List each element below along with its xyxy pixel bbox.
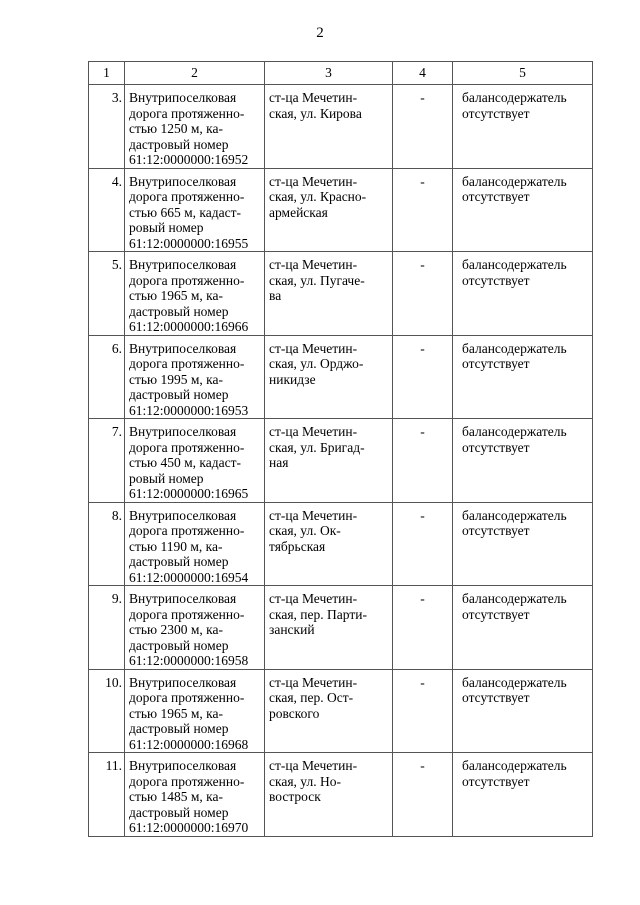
balance-holder: балансодержатель отсутствует bbox=[462, 507, 567, 538]
row-number: 8. bbox=[111, 507, 122, 523]
road-description: Внутрипоселковая дорога протяженно- стью 1190 м, ка- дастровый номер 61:12:0000000:16954 bbox=[129, 507, 249, 585]
road-description: Внутрипоселковая дорога протяженно- стью 1250 м, ка- дастровый номер 61:12:0000000:16952 bbox=[129, 90, 249, 167]
table-row bbox=[89, 586, 593, 670]
column-4-value: - bbox=[420, 173, 425, 189]
row-number: 5. bbox=[111, 257, 122, 272]
row-number: 11. bbox=[105, 758, 122, 773]
column-4-value: - bbox=[420, 507, 425, 523]
column-4-value: - bbox=[420, 424, 425, 439]
table-row bbox=[89, 669, 593, 753]
row-number: 9. bbox=[111, 591, 122, 606]
table-row bbox=[89, 753, 593, 837]
table-row bbox=[89, 252, 593, 336]
road-description: Внутрипоселковая дорога протяженно- стью 1965 м, ка- дастровый номер 61:12:0000000:16968 bbox=[129, 674, 249, 752]
row-number: 7. bbox=[111, 424, 122, 439]
road-location: ст-ца Мечетин- ская, ул. Кирова bbox=[269, 90, 362, 121]
page-number: 2 bbox=[316, 25, 324, 41]
balance-holder: балансодержатель отсутствует bbox=[462, 424, 567, 455]
balance-holder: балансодержатель отсутствует bbox=[462, 90, 567, 121]
table-row bbox=[89, 419, 593, 503]
road-description: Внутрипоселковая дорога протяженно- стью 2300 м, ка- дастровый номер 61:12:0000000:16958 bbox=[129, 591, 249, 668]
column-4-value: - bbox=[420, 674, 425, 690]
column-header-4: 4 bbox=[393, 62, 453, 85]
balance-holder: балансодержатель отсутствует bbox=[462, 674, 567, 705]
column-4-value: - bbox=[420, 90, 425, 105]
header-row bbox=[89, 62, 593, 85]
balance-holder: балансодержатель отсутствует bbox=[462, 758, 567, 789]
road-description: Внутрипоселковая дорога протяженно- стью 1995 м, ка- дастровый номер 61:12:0000000:16953 bbox=[129, 340, 249, 418]
road-location: ст-ца Мечетин- ская, ул. Но- востроск bbox=[269, 758, 358, 804]
table-row bbox=[89, 335, 593, 419]
column-4-value: - bbox=[420, 257, 425, 272]
road-description: Внутрипоселковая дорога протяженно- стью 665 м, кадаст- ровый номер 61:12:0000000:16955 bbox=[129, 173, 249, 251]
table-row bbox=[89, 168, 593, 252]
row-number: 4. bbox=[111, 173, 122, 189]
balance-holder: балансодержатель отсутствует bbox=[462, 591, 567, 622]
column-header-3: 3 bbox=[265, 62, 393, 85]
road-location: ст-ца Мечетин- ская, ул. Ок- тябрьская bbox=[269, 507, 358, 554]
table-row bbox=[89, 502, 593, 586]
column-4-value: - bbox=[420, 591, 425, 606]
road-location: ст-ца Мечетин- ская, пер. Парти- занский bbox=[269, 591, 367, 637]
column-header-5: 5 bbox=[453, 62, 593, 85]
road-description: Внутрипоселковая дорога протяженно- стью 450 м, кадаст- ровый номер 61:12:0000000:16965 bbox=[129, 424, 249, 501]
road-location: ст-ца Мечетин- ская, ул. Орджо- никидзе bbox=[269, 340, 364, 387]
column-header-1: 1 bbox=[89, 62, 125, 85]
table-row bbox=[89, 85, 593, 169]
column-4-value: - bbox=[420, 758, 425, 773]
road-location: ст-ца Мечетин- ская, пер. Ост- ровского bbox=[269, 674, 358, 721]
road-description: Внутрипоселковая дорога протяженно- стью 1965 м, ка- дастровый номер 61:12:0000000:16966 bbox=[129, 257, 249, 334]
road-location: ст-ца Мечетин- ская, ул. Пугаче- ва bbox=[269, 257, 365, 303]
balance-holder: балансодержатель отсутствует bbox=[462, 257, 567, 288]
road-location: ст-ца Мечетин- ская, ул. Бригад- ная bbox=[269, 424, 365, 470]
balance-holder: балансодержатель отсутствует bbox=[462, 340, 567, 371]
road-location: ст-ца Мечетин- ская, ул. Красно- армейская bbox=[269, 173, 367, 220]
row-number: 3. bbox=[111, 90, 122, 105]
roads-table bbox=[88, 61, 593, 837]
row-number: 10. bbox=[105, 674, 122, 690]
column-4-value: - bbox=[420, 340, 425, 356]
balance-holder: балансодержатель отсутствует bbox=[462, 173, 567, 204]
road-description: Внутрипоселковая дорога протяженно- стью 1485 м, ка- дастровый номер 61:12:0000000:16970 bbox=[129, 758, 249, 835]
row-number: 6. bbox=[111, 340, 122, 356]
column-header-2: 2 bbox=[125, 62, 265, 85]
